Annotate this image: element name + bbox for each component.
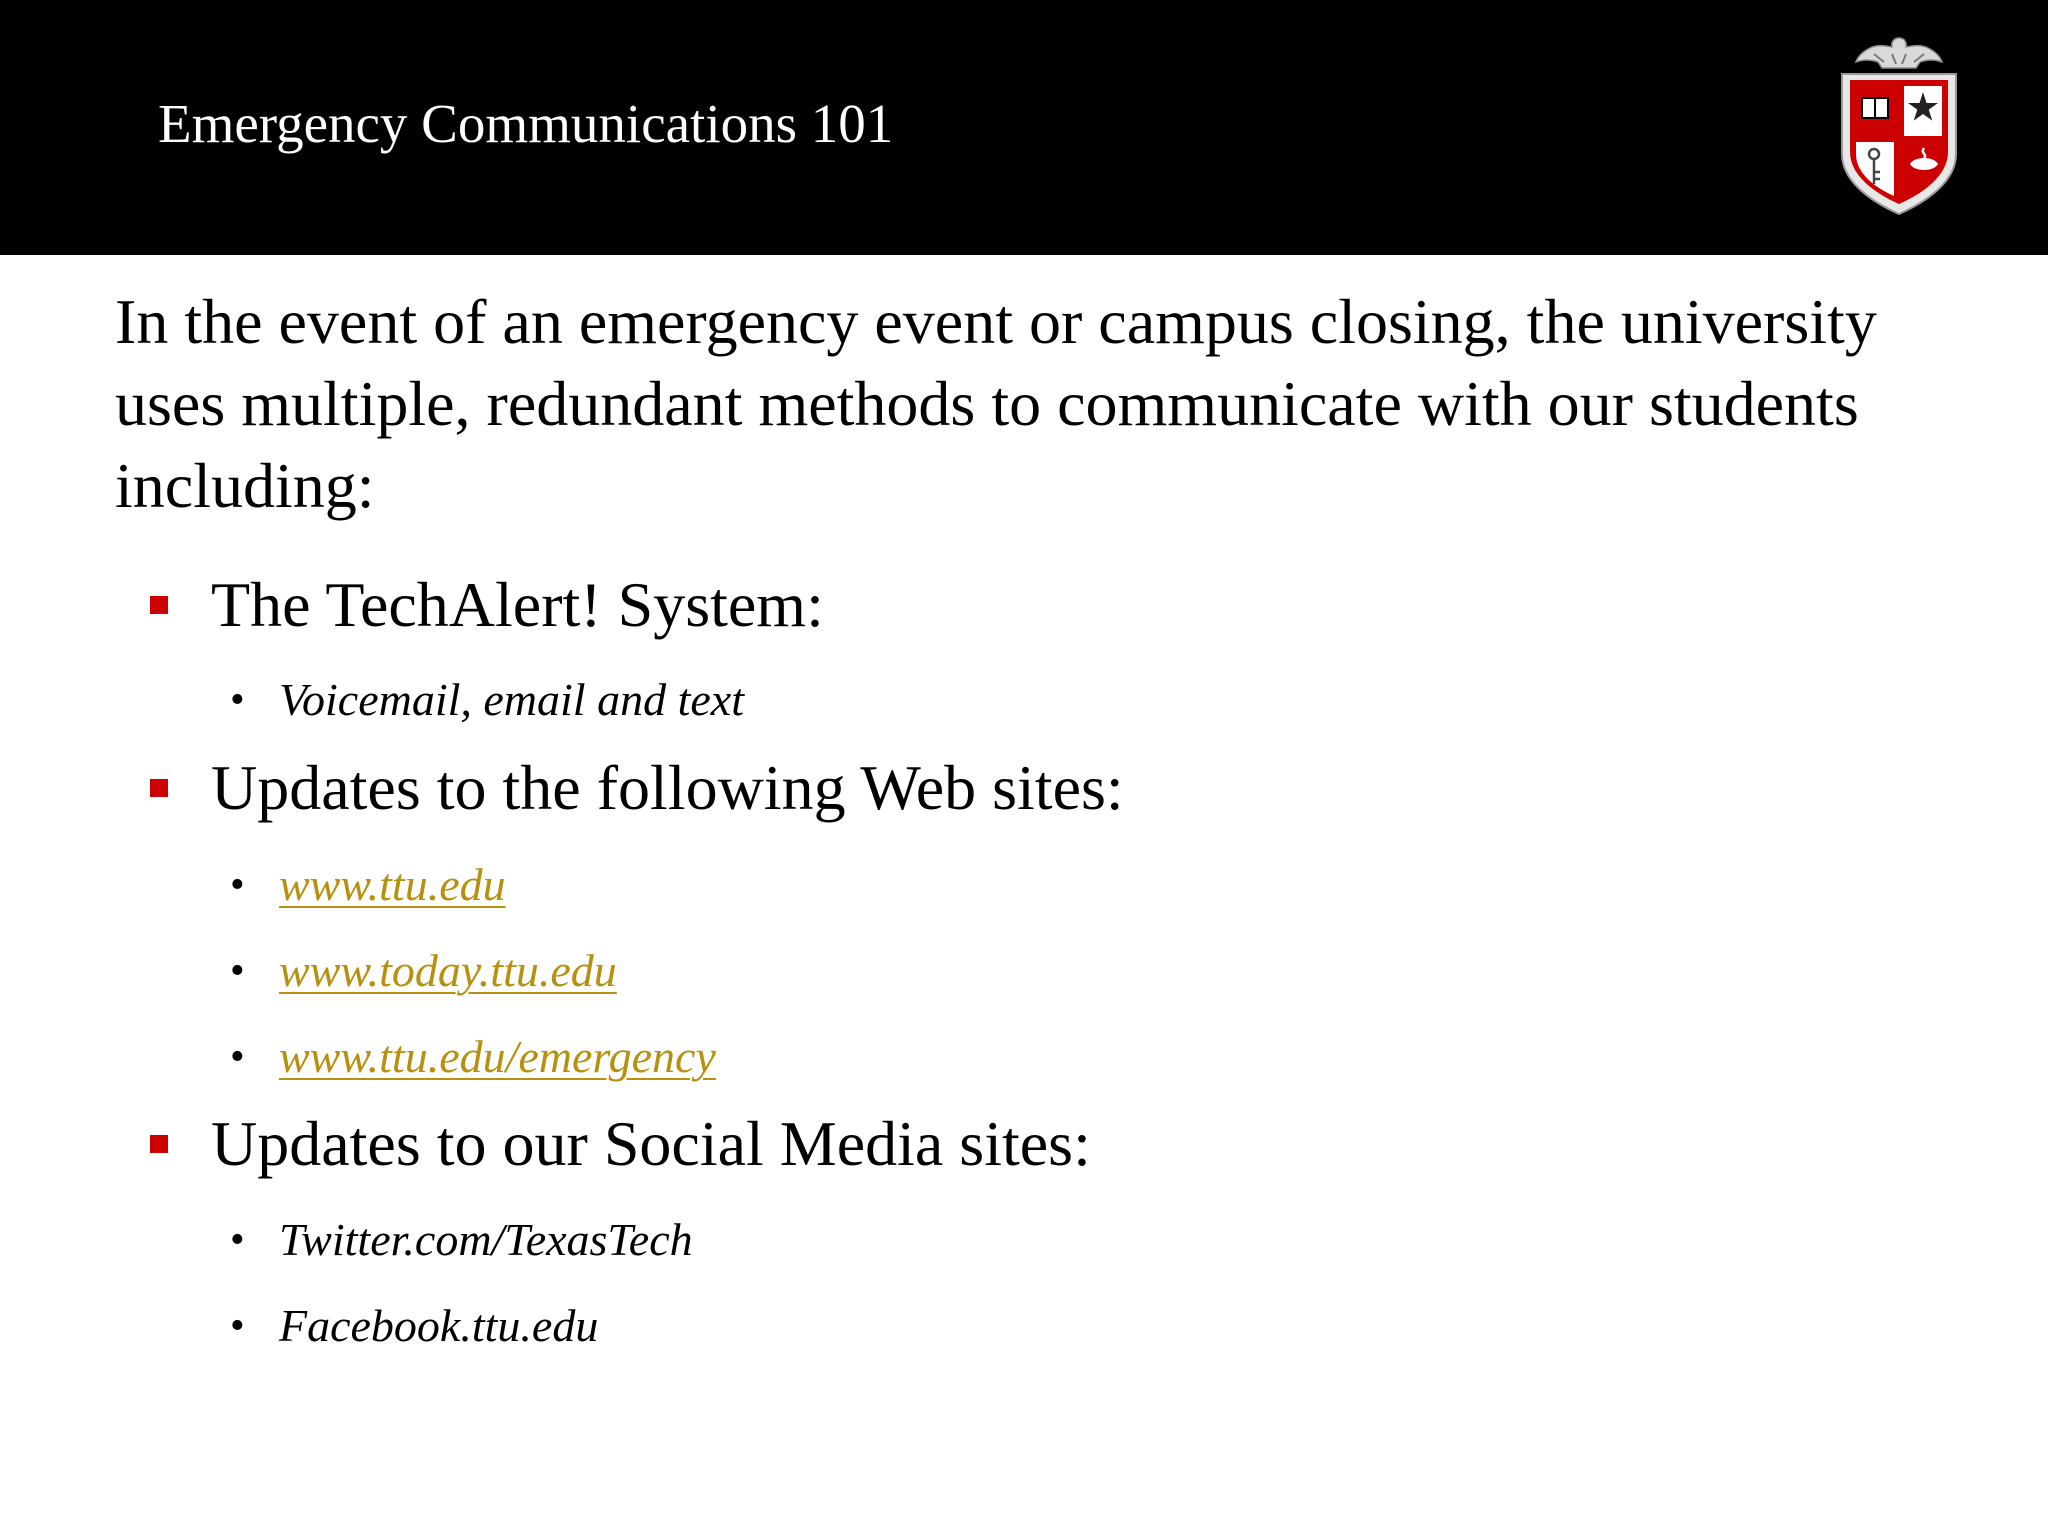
link-today-ttu-edu[interactable]: www.today.ttu.edu <box>279 945 617 996</box>
sub-bullet-text: Voicemail, email and text <box>279 674 744 725</box>
intro-paragraph: In the event of an emergency event or campus closing, the university uses multiple, redundant methods to communicate with our students including: <box>115 286 1877 521</box>
bullet-heading: Updates to our Social Media sites: <box>211 1108 1091 1179</box>
slide-title: Emergency Communications 101 <box>158 93 894 154</box>
dot-bullet-icon: • <box>230 948 245 994</box>
square-bullet-icon <box>150 596 168 614</box>
dot-bullet-icon: • <box>230 1217 245 1263</box>
dot-bullet-icon: • <box>230 677 245 723</box>
link-ttu-edu[interactable]: www.ttu.edu <box>279 859 506 910</box>
sub-bullet-text: Twitter.com/TexasTech <box>279 1214 693 1265</box>
bullet-heading: Updates to the following Web sites: <box>211 752 1124 823</box>
dot-bullet-icon: • <box>230 1034 245 1080</box>
link-emergency[interactable]: www.ttu.edu/emergency <box>279 1031 716 1082</box>
bullet-heading: The TechAlert! System: <box>211 569 824 640</box>
square-bullet-icon <box>150 1135 168 1153</box>
square-bullet-icon <box>150 779 168 797</box>
dot-bullet-icon: • <box>230 1303 245 1349</box>
dot-bullet-icon: • <box>230 862 245 908</box>
sub-bullet-text: Facebook.ttu.edu <box>279 1300 599 1351</box>
